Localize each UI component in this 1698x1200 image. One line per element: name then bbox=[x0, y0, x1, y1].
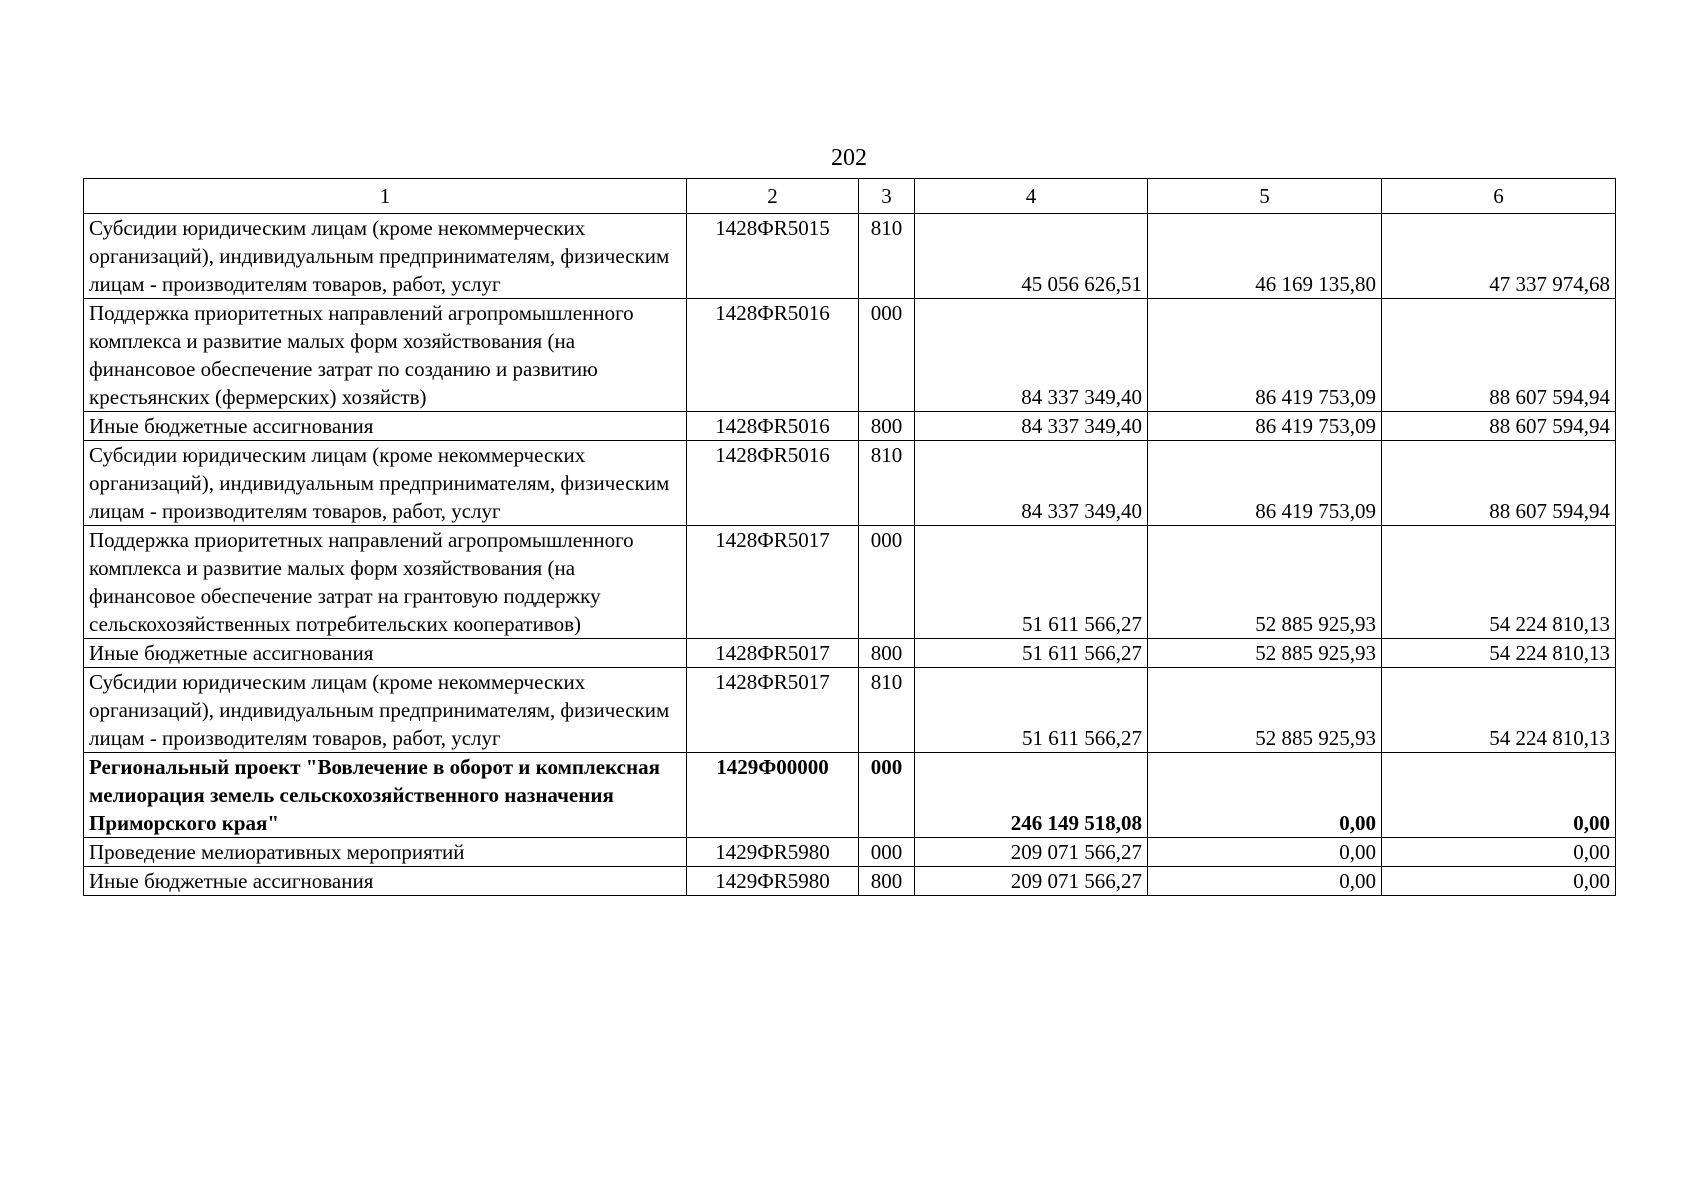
row-code: 1428ФR5017 bbox=[687, 668, 859, 753]
row-type: 810 bbox=[859, 441, 915, 526]
row-value-4: 84 337 349,40 bbox=[915, 441, 1148, 526]
row-code: 1428ФR5016 bbox=[687, 441, 859, 526]
row-value-6: 88 607 594,94 bbox=[1382, 441, 1616, 526]
row-name: Иные бюджетные ассигнования bbox=[84, 412, 687, 441]
row-name: Региональный проект "Вовлечение в оборот и комплексная мелиорация земель сельскохозяйственного назначения Приморского края" bbox=[84, 753, 687, 838]
row-type: 810 bbox=[859, 214, 915, 299]
row-value-5: 86 419 753,09 bbox=[1148, 299, 1382, 412]
row-value-5: 86 419 753,09 bbox=[1148, 441, 1382, 526]
row-type: 000 bbox=[859, 753, 915, 838]
column-header: 4 bbox=[915, 179, 1148, 214]
row-value-6: 54 224 810,13 bbox=[1382, 639, 1616, 668]
row-value-5: 52 885 925,93 bbox=[1148, 526, 1382, 639]
table-row bbox=[84, 412, 1616, 441]
row-code: 1428ФR5017 bbox=[687, 639, 859, 668]
row-name: Субсидии юридическим лицам (кроме некоммерческих организаций), индивидуальным предпринимателям, физическим лицам - производителям товаров, работ, услуг bbox=[84, 214, 687, 299]
row-value-6: 54 224 810,13 bbox=[1382, 526, 1616, 639]
row-type: 800 bbox=[859, 639, 915, 668]
row-type: 000 bbox=[859, 838, 915, 867]
table-row bbox=[84, 214, 1616, 299]
row-value-6: 47 337 974,68 bbox=[1382, 214, 1616, 299]
row-name: Иные бюджетные ассигнования bbox=[84, 639, 687, 668]
row-value-5: 0,00 bbox=[1148, 838, 1382, 867]
row-type: 800 bbox=[859, 867, 915, 896]
row-value-5: 52 885 925,93 bbox=[1148, 668, 1382, 753]
table-row bbox=[84, 867, 1616, 896]
row-value-6: 0,00 bbox=[1382, 838, 1616, 867]
table-row bbox=[84, 668, 1616, 753]
row-code: 1429ФR5980 bbox=[687, 867, 859, 896]
row-value-5: 0,00 bbox=[1148, 867, 1382, 896]
page-number: 202 bbox=[831, 145, 867, 171]
budget-table bbox=[83, 178, 1616, 896]
row-code: 1428ФR5016 bbox=[687, 412, 859, 441]
row-type: 800 bbox=[859, 412, 915, 441]
row-name: Субсидии юридическим лицам (кроме некоммерческих организаций), индивидуальным предпринимателям, физическим лицам - производителям товаров, работ, услуг bbox=[84, 441, 687, 526]
row-value-6: 88 607 594,94 bbox=[1382, 412, 1616, 441]
row-name: Проведение мелиоративных мероприятий bbox=[84, 838, 687, 867]
row-type: 000 bbox=[859, 299, 915, 412]
column-header: 3 bbox=[859, 179, 915, 214]
row-code: 1429ФR5980 bbox=[687, 838, 859, 867]
table-row-regional-project bbox=[84, 753, 1616, 838]
row-code: 1428ФR5016 bbox=[687, 299, 859, 412]
row-type: 810 bbox=[859, 668, 915, 753]
row-value-6: 0,00 bbox=[1382, 867, 1616, 896]
column-header: 2 bbox=[687, 179, 859, 214]
table-row bbox=[84, 526, 1616, 639]
row-value-4: 51 611 566,27 bbox=[915, 526, 1148, 639]
row-value-6: 54 224 810,13 bbox=[1382, 668, 1616, 753]
row-code: 1429Ф00000 bbox=[687, 753, 859, 838]
column-header: 1 bbox=[84, 179, 687, 214]
row-value-4: 209 071 566,27 bbox=[915, 838, 1148, 867]
table-row bbox=[84, 639, 1616, 668]
row-value-4: 51 611 566,27 bbox=[915, 639, 1148, 668]
row-value-6: 88 607 594,94 bbox=[1382, 299, 1616, 412]
row-value-5: 0,00 bbox=[1148, 753, 1382, 838]
row-value-4: 51 611 566,27 bbox=[915, 668, 1148, 753]
row-code: 1428ФR5015 bbox=[687, 214, 859, 299]
row-value-5: 86 419 753,09 bbox=[1148, 412, 1382, 441]
row-value-5: 52 885 925,93 bbox=[1148, 639, 1382, 668]
row-code: 1428ФR5017 bbox=[687, 526, 859, 639]
table-row bbox=[84, 441, 1616, 526]
row-name: Субсидии юридическим лицам (кроме некоммерческих организаций), индивидуальным предпринимателям, физическим лицам - производителям товаров, работ, услуг bbox=[84, 668, 687, 753]
table-row bbox=[84, 838, 1616, 867]
row-value-4: 84 337 349,40 bbox=[915, 299, 1148, 412]
row-type: 000 bbox=[859, 526, 915, 639]
row-value-4: 209 071 566,27 bbox=[915, 867, 1148, 896]
row-name: Иные бюджетные ассигнования bbox=[84, 867, 687, 896]
row-value-4: 45 056 626,51 bbox=[915, 214, 1148, 299]
row-value-5: 46 169 135,80 bbox=[1148, 214, 1382, 299]
table-row bbox=[84, 299, 1616, 412]
row-value-4: 84 337 349,40 bbox=[915, 412, 1148, 441]
table-header-row bbox=[84, 179, 1616, 214]
column-header: 5 bbox=[1148, 179, 1382, 214]
row-name: Поддержка приоритетных направлений агропромышленного комплекса и развитие малых форм хозяйствования (на финансовое обеспечение затрат по созданию и развитию крестьянских (фермерских) хозяйств) bbox=[84, 299, 687, 412]
column-header: 6 bbox=[1382, 179, 1616, 214]
row-value-4: 246 149 518,08 bbox=[915, 753, 1148, 838]
row-name: Поддержка приоритетных направлений агропромышленного комплекса и развитие малых форм хозяйствования (на финансовое обеспечение затрат на грантовую поддержку сельскохозяйственных потребительских кооперативов) bbox=[84, 526, 687, 639]
row-value-6: 0,00 bbox=[1382, 753, 1616, 838]
